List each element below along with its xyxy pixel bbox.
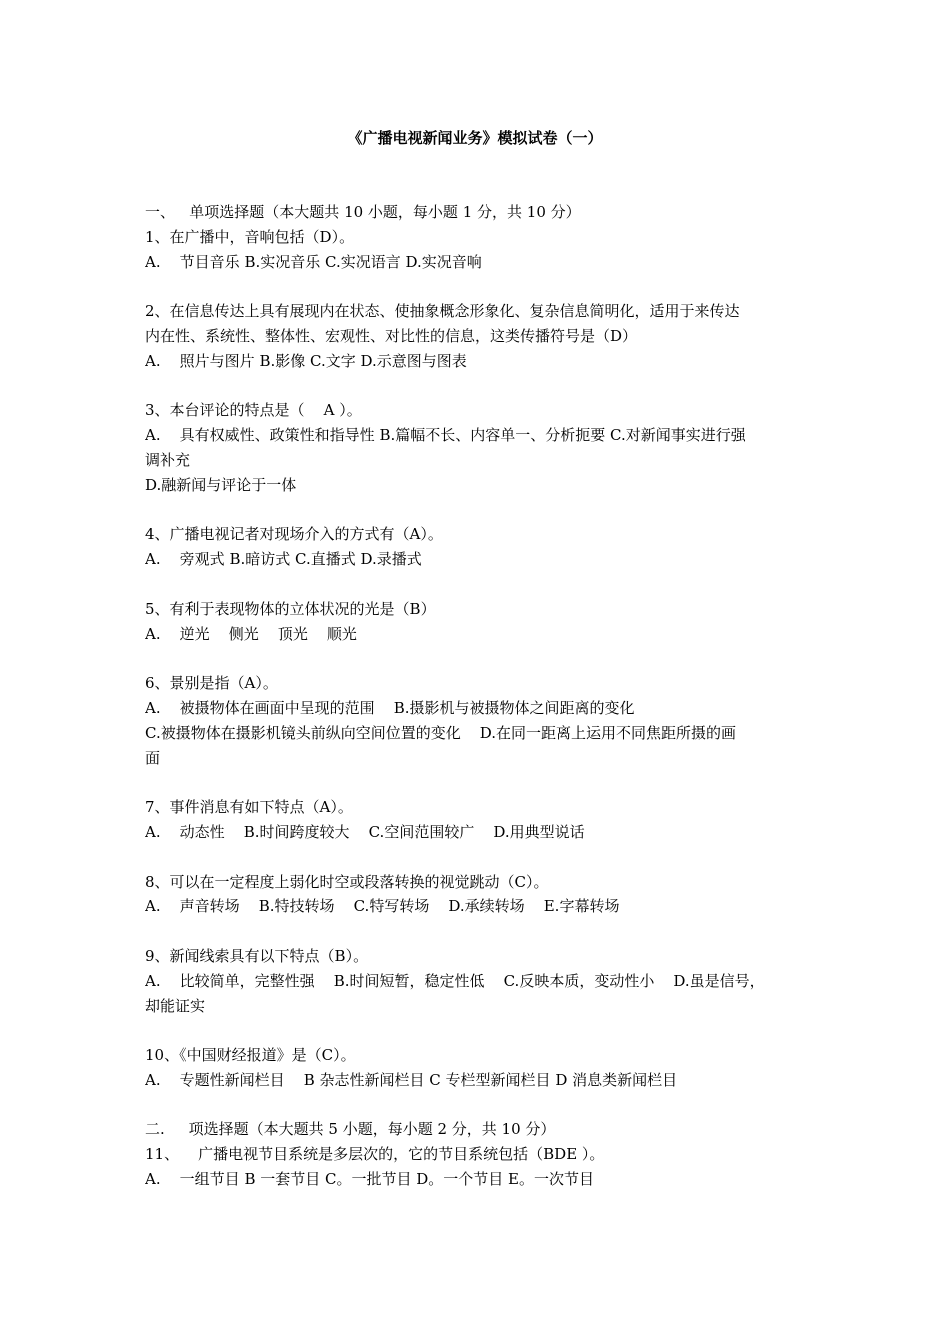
question-stem: 9、新闻线索具有以下特点（B）。 xyxy=(145,946,369,965)
question-options: A. 声音转场 B.特技转场 C.特写转场 D.承续转场 E.字幕转场 xyxy=(145,897,620,916)
question-options: 调补充 xyxy=(145,450,191,469)
document-title: 《广播电视新闻业务》模拟试卷（一） xyxy=(347,129,603,147)
question-stem: 8、可以在一定程度上弱化时空或段落转换的视觉跳动（C）。 xyxy=(145,872,549,891)
question-options: A. 专题性新闻栏目 B 杂志性新闻栏目 C 专栏型新闻栏目 D 消息类新闻栏目 xyxy=(145,1070,678,1089)
question-stem: 7、事件消息有如下特点（A）。 xyxy=(145,798,353,817)
question-options: A. 比较简单，完整性强 B.时间短暂，稳定性低 C.反映本质，变动性小 D.虽是信号， xyxy=(145,971,765,990)
question-2 xyxy=(145,299,817,373)
question-options: A. 一组节目 B 一套节目 C。一批节目 D。一个节目 E。一次节目 xyxy=(145,1170,594,1189)
question-stem: 内在性、系统性、整体性、宏观性、对比性的信息，这类传播符号是（D） xyxy=(145,326,638,345)
question-options: 面 xyxy=(145,748,161,767)
question-options: A. 节目音乐 B.实况音乐 C.实况语言 D.实况音响 xyxy=(145,252,482,271)
question-5 xyxy=(145,597,817,647)
question-9 xyxy=(145,944,817,1018)
question-stem: 6、景别是指（A）。 xyxy=(145,674,278,693)
question-options: A. 旁观式 B.暗访式 C.直播式 D.录播式 xyxy=(145,550,422,569)
section-header: 一、 单项选择题（本大题共 10 小题，每小题 1 分，共 10 分） xyxy=(145,203,581,221)
question-options: A. 被摄物体在画面中呈现的范围 B.摄影机与被摄物体之间距离的变化 xyxy=(145,698,635,717)
question-options: A. 具有权威性、政策性和指导性 B.篇幅不长、内容单一、分析扼要 C.对新闻事实进行强 xyxy=(145,426,746,445)
question-options: 却能证实 xyxy=(145,996,206,1015)
question-stem: 3、本台评论的特点是（ A ）。 xyxy=(145,401,362,420)
question-stem: 2、在信息传达上具有展现内在状态、使抽象概念形象化、复杂信息简明化，适用于来传达 xyxy=(145,302,740,321)
question-7 xyxy=(145,795,817,845)
question-stem: 4、广播电视记者对现场介入的方式有（A）。 xyxy=(145,525,443,544)
section-header: 二. 项选择题（本大题共 5 小题，每小题 2 分，共 10 分） xyxy=(145,1120,556,1139)
question-options: D.融新闻与评论于一体 xyxy=(145,475,297,494)
question-8 xyxy=(145,870,817,920)
question-stem: 5、有利于表现物体的立体状况的光是（B） xyxy=(145,599,436,618)
question-stem: 10、《中国财经报道》是（C）。 xyxy=(145,1046,356,1065)
question-stem: 1、在广播中，音响包括（D）。 xyxy=(145,227,355,246)
question-4 xyxy=(145,522,817,572)
question-1 xyxy=(145,225,817,275)
question-options: A. 动态性 B.时间跨度较大 C.空间范围较广 D.用典型说话 xyxy=(145,822,585,841)
document-body xyxy=(145,200,817,1192)
question-6 xyxy=(145,671,817,770)
question-options: A. 逆光 侧光 顶光 顺光 xyxy=(145,624,357,643)
question-options: C.被摄物体在摄影机镜头前纵向空间位置的变化 D.在同一距离上运用不同焦距所摄的画 xyxy=(145,723,737,742)
question-options: A. 照片与图片 B.影像 C.文字 D.示意图与图表 xyxy=(145,351,467,370)
question-3 xyxy=(145,398,817,497)
question-stem: 11、 广播电视节目系统是多层次的，它的节目系统包括（BDE ）。 xyxy=(145,1145,605,1164)
question-11 xyxy=(145,1142,817,1192)
question-10 xyxy=(145,1043,817,1093)
